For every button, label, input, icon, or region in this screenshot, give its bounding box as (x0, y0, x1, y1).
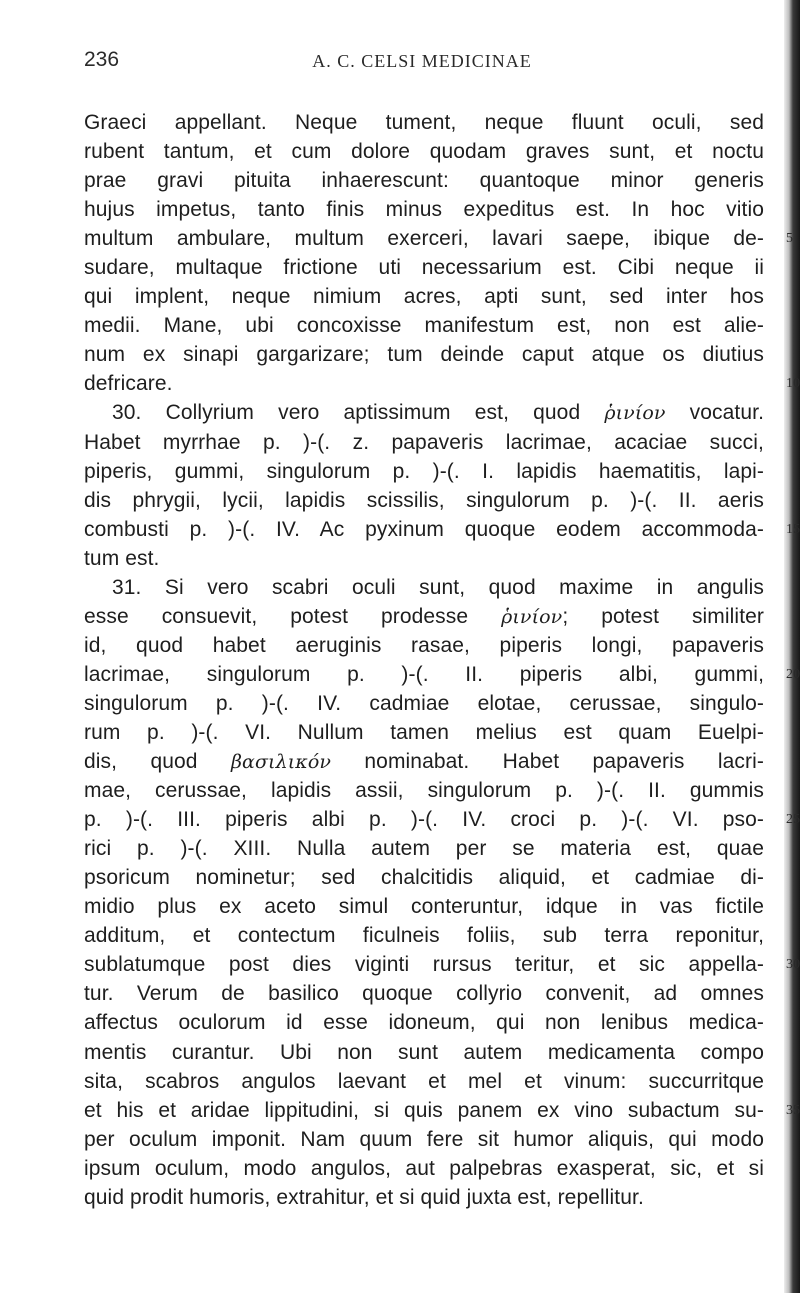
line-text: prae gravi pituita inhaerescunt: quantoque minor generis (84, 169, 764, 193)
line-text: singulorum p. )-(. IV. cadmiae elotae, cerussae, singulo- (84, 691, 765, 715)
text-line (84, 282, 764, 311)
latin-text: nominabat. Habet papaveris lacri- (331, 750, 764, 774)
line-text: qui implent, neque nimium acres, apti sunt, sed inter hos (84, 285, 765, 309)
line-text: rubent tantum, et cum dolore quodam graves sunt, et noctu (84, 140, 764, 164)
text-line (84, 428, 764, 457)
line-text: sudare, multaque frictione uti necessarium est. Cibi neque ii (84, 256, 765, 280)
text-line (84, 1096, 800, 1125)
line-text: affectus oculorum id esse idoneum, qui non lenibus medica- (84, 1011, 764, 1035)
page-number: 236 (84, 48, 120, 71)
line-text: Habet myrrhae p. )-(. z. papaveris lacrimae, acaciae succi, (84, 430, 764, 454)
margin-line-number: 5 (786, 231, 794, 247)
line-text: midio plus ex aceto simul conteruntur, idque in vas fictile (84, 895, 765, 919)
text-line (84, 253, 764, 282)
text-line (84, 544, 764, 573)
text-line (84, 631, 764, 660)
text-line (84, 979, 764, 1008)
line-text (84, 747, 764, 777)
latin-text: dis, quod (84, 750, 231, 774)
text-line (84, 486, 764, 515)
line-text: lacrimae, singulorum p. )-(. II. piperis albi, gummi, (84, 662, 765, 686)
text-line (84, 892, 764, 921)
line-text: piperis, gummi, singulorum p. )-(. I. lapidis haematitis, lapi- (84, 459, 765, 483)
text-line (84, 834, 764, 863)
latin-text: 30. Collyrium vero aptissimum est, quod (112, 401, 605, 425)
text-line (84, 369, 800, 398)
text-line (84, 195, 764, 224)
greek-term: ῥινίον (501, 605, 563, 628)
line-text: medii. Mane, ubi concoxisse manifestum est, non est alie- (84, 314, 765, 338)
line-text: p. )-(. III. piperis albi p. )-(. IV. croci p. )-(. VI. pso- (84, 808, 765, 832)
line-text: tur. Verum de basilico quoque collyrio convenit, ad omnes (84, 982, 764, 1006)
text-line (84, 950, 800, 979)
text-line (84, 805, 800, 834)
text-line (84, 457, 764, 486)
line-text: quid prodit humoris, extrahitur, et si quid juxta est, repellitur. (84, 1185, 644, 1209)
line-text: per oculum imponit. Nam quum fere sit humor aliquis, qui modo (84, 1127, 765, 1151)
text-line (84, 515, 800, 544)
latin-text: esse consuevit, potest prodesse (84, 604, 502, 628)
line-text (84, 602, 764, 632)
latin-text: vocatur. (665, 401, 765, 425)
line-text: mae, cerussae, lapidis assii, singulorum p. )-(. II. gummis (84, 779, 764, 803)
text-line (84, 311, 764, 340)
line-text: hujus impetus, tanto finis minus expeditus est. In hoc vitio (84, 198, 765, 222)
line-text: combusti p. )-(. IV. Ac pyxinum quoque eodem accommoda- (84, 517, 764, 541)
text-line (84, 689, 764, 718)
line-text: ipsum oculum, modo angulos, aut palpebras exasperat, sic, et si (84, 1156, 764, 1180)
line-text: et his et aridae lippitudini, si quis panem ex vino subactum su- (84, 1098, 764, 1122)
text-line (84, 747, 764, 776)
text-line (84, 1038, 764, 1067)
margin-line-number: 30 (786, 957, 800, 973)
line-text: rum p. )-(. VI. Nullum tamen melius est quam Euelpi- (84, 720, 764, 744)
page-header (84, 48, 764, 78)
text-line (84, 166, 764, 195)
greek-term: βασιλικόν (230, 751, 332, 774)
text-line (84, 776, 764, 805)
line-text: mentis curantur. Ubi non sunt autem medicamenta compo (84, 1040, 764, 1064)
line-text: multum ambulare, multum exerceri, lavari saepe, ibique de- (84, 227, 765, 251)
line-text: Graeci appellant. Neque tument, neque fluunt oculi, sed (84, 111, 765, 134)
margin-line-number: 35 (786, 1102, 800, 1118)
line-text: sublatumque post dies viginti rursus teritur, et sic appella- (84, 953, 765, 977)
latin-text: ; potest similiter (562, 604, 765, 628)
text-line (84, 1067, 764, 1096)
text-line (84, 1008, 764, 1037)
margin-line-number: 15 (786, 521, 800, 537)
greek-term: ῥινίον (604, 402, 666, 425)
text-line (84, 340, 764, 369)
margin-line-number: 20 (786, 666, 800, 682)
line-text: tum est. (84, 546, 160, 570)
line-text: sita, scabros angulos laevant et mel et vinum: succurritque (84, 1069, 765, 1093)
line-text: psoricum nominetur; sed chalcitidis aliquid, et cadmiae di- (84, 866, 765, 890)
margin-line-number: 25 (786, 812, 800, 828)
line-text: defricare. (84, 372, 173, 396)
running-title: A. C. CELSI MEDICINAE (312, 51, 532, 71)
line-text: 31. Si vero scabri oculi sunt, quod maxime in angulis (112, 575, 764, 599)
text-line (84, 660, 800, 689)
text-line (84, 573, 764, 602)
text-line (84, 921, 764, 950)
line-text: additum, et contectum ficulneis foliis, sub terra reponitur, (84, 924, 765, 948)
text-line (84, 602, 764, 631)
text-line (84, 863, 764, 892)
line-text: id, quod habet aeruginis rasae, piperis longi, papaveris (84, 633, 765, 657)
text-line (84, 718, 764, 747)
text-line (84, 137, 764, 166)
margin-line-number: 10 (786, 376, 800, 392)
text-line (84, 398, 764, 427)
text-line (84, 1183, 764, 1212)
text-line (84, 108, 764, 137)
text-line (84, 224, 794, 253)
line-text: rici p. )-(. XIII. Nulla autem per se materia est, quae (84, 837, 764, 861)
line-text: dis phrygii, lycii, lapidis scissilis, singulorum p. )-(. II. aeris (84, 488, 764, 512)
text-line (84, 1125, 764, 1154)
body-text (84, 108, 800, 1212)
line-text: num ex sinapi gargarizare; tum deinde caput atque os diutius (84, 343, 764, 367)
line-text (112, 398, 764, 428)
text-line (84, 1154, 764, 1183)
